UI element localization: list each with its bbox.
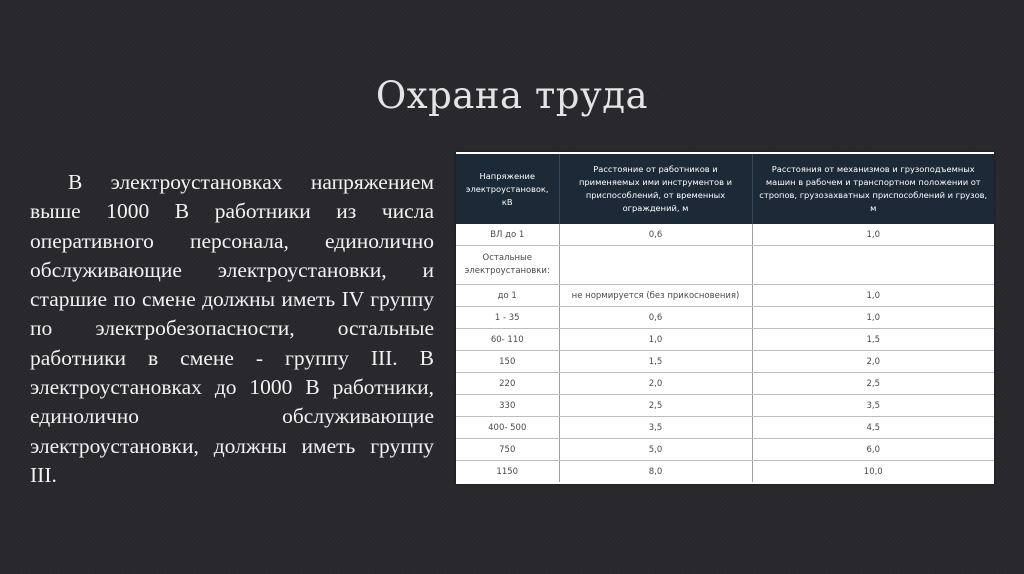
cell-voltage: 1 - 35 [456, 307, 559, 329]
cell-worker-distance: 2,5 [559, 395, 752, 417]
cell-worker-distance: 1,5 [559, 351, 752, 373]
cell-voltage: 60- 110 [456, 329, 559, 351]
cell-worker-distance: 2,0 [559, 373, 752, 395]
cell-machine-distance: 2,5 [752, 373, 994, 395]
cell-worker-distance: 0,6 [559, 307, 752, 329]
cell-worker-distance: 1,0 [559, 329, 752, 351]
cell-voltage: 1150 [456, 461, 559, 483]
table-row [456, 285, 994, 307]
table-row [456, 307, 994, 329]
cell-machine-distance: 1,0 [752, 285, 994, 307]
table-row [456, 351, 994, 373]
cell-machine-distance: 3,5 [752, 395, 994, 417]
safety-distance-table [456, 152, 994, 482]
table-row [456, 417, 994, 439]
table-row [456, 224, 994, 246]
table-row [456, 329, 994, 351]
table-row [456, 246, 994, 285]
cell-machine-distance: 1,0 [752, 224, 994, 246]
cell-worker-distance: 8,0 [559, 461, 752, 483]
cell-machine-distance [752, 246, 994, 285]
body-paragraph: В электроустановках напряжением выше 1000 В работники из числа оперативного персонала, единолично обслуживающие электроустановки, и старшие по смене должны иметь IV группу по электробезопасности, остальные работники в смене - группу III. В электроустановках до 1000 В работники, единолично обслуживающие электроустановки, должны иметь группу III. [30, 170, 434, 487]
cell-machine-distance: 10,0 [863, 466, 883, 477]
cell-machine-distance: 2,0 [752, 351, 994, 373]
cell-machine-distance: 1,5 [752, 329, 994, 351]
table-row [456, 461, 994, 483]
header-worker-distance: Расстояние от работников и применяемых ими инструментов и приспособлений, от временных ограждений, м [559, 153, 752, 224]
table-row [456, 395, 994, 417]
cell-worker-distance: 0,6 [559, 224, 752, 246]
cell-worker-distance: 3,5 [559, 417, 752, 439]
cell-voltage: 150 [456, 351, 559, 373]
cell-machine-distance: 6,0 [752, 439, 994, 461]
cell-voltage: 220 [456, 373, 559, 395]
cell-voltage: 400- 500 [456, 417, 559, 439]
table-header-row [456, 153, 994, 224]
cell-worker-distance: 5,0 [559, 439, 752, 461]
cell-machine-distance: 4,5 [752, 417, 994, 439]
cell-voltage: до 1 [456, 285, 559, 307]
table-row [456, 439, 994, 461]
header-voltage: Напряжение электроустановок, кВ [456, 153, 559, 224]
safety-distance-table-container [456, 152, 994, 484]
cell-machine-distance: 1,0 [752, 307, 994, 329]
cell-voltage: ВЛ до 1 [456, 224, 559, 246]
cell-voltage: 330 [456, 395, 559, 417]
cell-voltage: Остальные электроустановки: [456, 246, 559, 285]
header-machine-distance: Расстояния от механизмов и грузоподъемных машин в рабочем и транспортном положении от стропов, грузозахватных приспособлений и грузов, м [752, 153, 994, 224]
cell-worker-distance [559, 246, 752, 285]
cell-worker-distance: не нормируется (без прикосновения) [559, 285, 752, 307]
table-row [456, 373, 994, 395]
slide-title: Охрана труда [375, 74, 649, 117]
cell-voltage: 750 [456, 439, 559, 461]
